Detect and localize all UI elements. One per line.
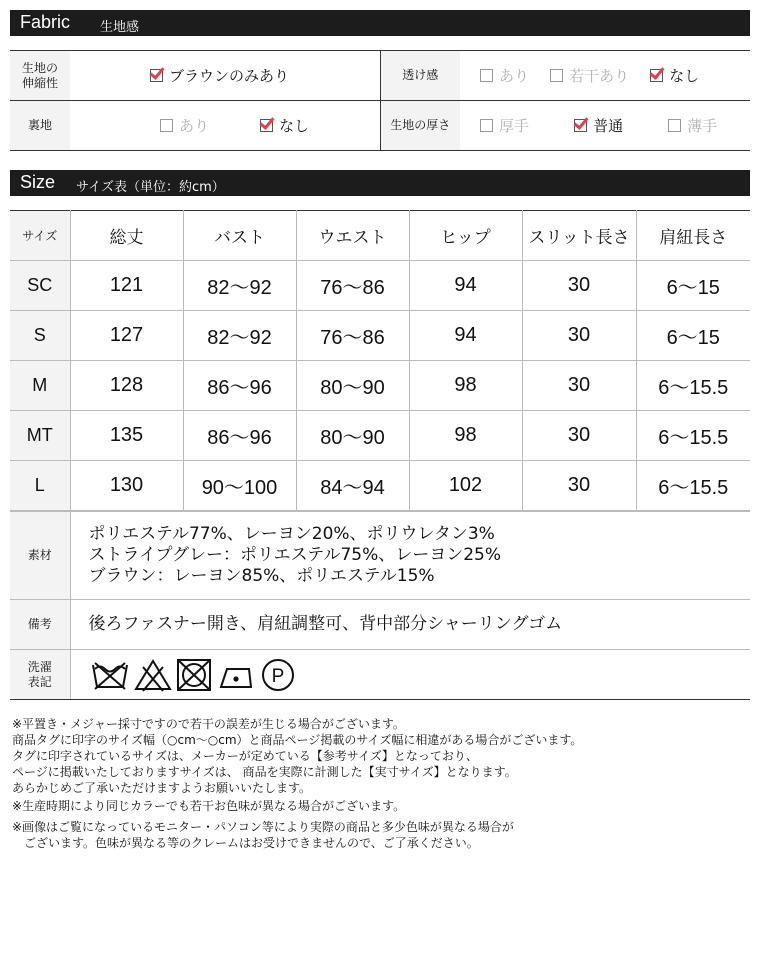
table-cell: 86〜96	[183, 411, 296, 461]
no-bleach-icon	[136, 661, 170, 691]
dry-clean-p-icon	[263, 660, 293, 690]
sheer-option-none: なし	[650, 65, 699, 86]
thickness-option-thick: 厚手	[480, 115, 529, 136]
lining-option-none: なし	[260, 115, 309, 136]
stretch-option-brown: ブラウンのみあり	[150, 65, 289, 86]
iron-low-icon	[221, 669, 251, 687]
care-row	[10, 650, 750, 700]
fabric-header-en: Fabric	[20, 12, 71, 32]
column-header: 肩紐長さ	[636, 211, 750, 261]
column-header: サイズ	[10, 211, 70, 261]
svg-text:P: P	[271, 665, 284, 687]
checkbox-icon	[668, 119, 681, 132]
thickness-label: 生地の厚さ	[380, 101, 460, 151]
table-cell: 127	[70, 311, 183, 361]
checkbox-icon	[480, 69, 493, 82]
table-cell: 94	[409, 261, 522, 311]
size-cell: L	[10, 461, 70, 511]
table-row	[10, 411, 750, 461]
table-cell: 86〜96	[183, 361, 296, 411]
stretch-options	[70, 51, 380, 101]
material-value	[70, 512, 750, 600]
table-row	[10, 311, 750, 361]
column-header: ウエスト	[296, 211, 409, 261]
table-cell: 82〜92	[183, 261, 296, 311]
lining-options	[70, 101, 380, 151]
table-cell: 30	[522, 411, 636, 461]
material-line: ポリエステル77%、レーヨン20%、ポリウレタン3%	[88, 524, 495, 544]
stretch-label: 生地の 伸縮性	[10, 51, 70, 101]
fabric-header-ja: 生地感	[100, 20, 140, 35]
table-cell: 135	[70, 411, 183, 461]
table-cell: 30	[522, 311, 636, 361]
table-cell: 76〜86	[296, 261, 409, 311]
size-header-en: Size	[20, 172, 56, 192]
no-tumble-dry-icon	[178, 660, 210, 690]
size-header	[10, 170, 750, 196]
table-row	[10, 461, 750, 511]
size-cell: MT	[10, 411, 70, 461]
table-row	[10, 361, 750, 411]
sheer-label: 透け感	[380, 51, 460, 101]
table-cell: 90〜100	[183, 461, 296, 511]
care-symbols	[91, 657, 301, 693]
notes	[12, 716, 582, 851]
note-line: ※画像はご覧になっているモニター・パソコン等により実際の商品と多少色味が異なる場合が	[12, 820, 514, 834]
table-cell: 98	[409, 361, 522, 411]
note-line: ※平置き・メジャー採寸ですので若干の誤差が生じる場合がございます。	[12, 717, 405, 731]
table-cell: 30	[522, 361, 636, 411]
table-cell: 94	[409, 311, 522, 361]
table-cell: 30	[522, 261, 636, 311]
no-wash-icon	[93, 663, 127, 689]
table-cell: 128	[70, 361, 183, 411]
checkbox-checked-icon	[574, 119, 587, 132]
care-label: 洗濯 表記	[10, 650, 70, 700]
thickness-options	[460, 101, 750, 151]
size-cell: S	[10, 311, 70, 361]
checkbox-checked-icon	[650, 69, 663, 82]
table-cell: 30	[522, 461, 636, 511]
remarks-value: 後ろファスナー開き、肩紐調整可、背中部分シャーリングゴム	[70, 600, 750, 650]
table-cell: 98	[409, 411, 522, 461]
size-table	[10, 210, 750, 511]
column-header: 総丈	[70, 211, 183, 261]
remarks-label: 備考	[10, 600, 70, 650]
checkbox-icon	[160, 119, 173, 132]
table-cell: 80〜90	[296, 361, 409, 411]
size-cell: M	[10, 361, 70, 411]
table-cell: 6〜15	[636, 261, 750, 311]
column-header: ヒップ	[409, 211, 522, 261]
table-cell: 76〜86	[296, 311, 409, 361]
fabric-table	[10, 50, 750, 151]
checkbox-icon	[480, 119, 493, 132]
remarks-row	[10, 600, 750, 650]
checkbox-checked-icon	[150, 69, 163, 82]
size-table-header-row	[10, 211, 750, 261]
column-header: スリット長さ	[522, 211, 636, 261]
note-line: ページに掲載いたしておりますサイズは、 商品を実際に計測した【実寸サイズ】となります。	[12, 765, 517, 779]
table-cell: 84〜94	[296, 461, 409, 511]
sheer-options	[460, 51, 750, 101]
table-cell: 6〜15.5	[636, 461, 750, 511]
column-header: バスト	[183, 211, 296, 261]
size-cell: SC	[10, 261, 70, 311]
material-label: 素材	[10, 512, 70, 600]
material-line: ブラウン：レーヨン85%、ポリエステル15%	[88, 566, 435, 586]
care-icons	[70, 650, 750, 700]
note-line: あらかじめご了承いただけますようお願いいたします。	[12, 781, 312, 795]
thickness-option-thin: 薄手	[668, 115, 717, 136]
table-cell: 121	[70, 261, 183, 311]
table-cell: 102	[409, 461, 522, 511]
info-table	[10, 511, 750, 700]
checkbox-checked-icon	[260, 119, 273, 132]
table-cell: 130	[70, 461, 183, 511]
table-cell: 6〜15.5	[636, 411, 750, 461]
table-cell: 82〜92	[183, 311, 296, 361]
note-line: 商品タグに印字のサイズ幅（○cm〜○cm）と商品ページ掲載のサイズ幅に相違がある場合がございます。	[12, 733, 583, 747]
material-line: ストライプグレー：ポリエステル75%、レーヨン25%	[88, 545, 502, 565]
table-cell: 80〜90	[296, 411, 409, 461]
size-header-ja: サイズ表（単位：約cm）	[76, 180, 225, 195]
sheer-option-slight: 若干あり	[550, 65, 629, 86]
sheer-option-yes: あり	[480, 65, 529, 86]
table-cell: 6〜15	[636, 311, 750, 361]
lining-label: 裏地	[10, 101, 70, 151]
note-line: ※生産時期により同じカラーでも若干お色味が異なる場合がございます。	[12, 799, 406, 813]
checkbox-icon	[550, 69, 563, 82]
lining-option-yes: あり	[160, 115, 209, 136]
material-row	[10, 512, 750, 600]
note-line: タグに印字されているサイズは、メーカーが定めている【参考サイズ】となっており、	[12, 749, 478, 763]
table-row	[10, 261, 750, 311]
thickness-option-normal: 普通	[574, 115, 623, 136]
fabric-header	[10, 10, 750, 36]
table-cell: 6〜15.5	[636, 361, 750, 411]
note-line: ございます。色味が異なる等のクレームはお受けできませんので、ご了承ください。	[12, 836, 479, 850]
